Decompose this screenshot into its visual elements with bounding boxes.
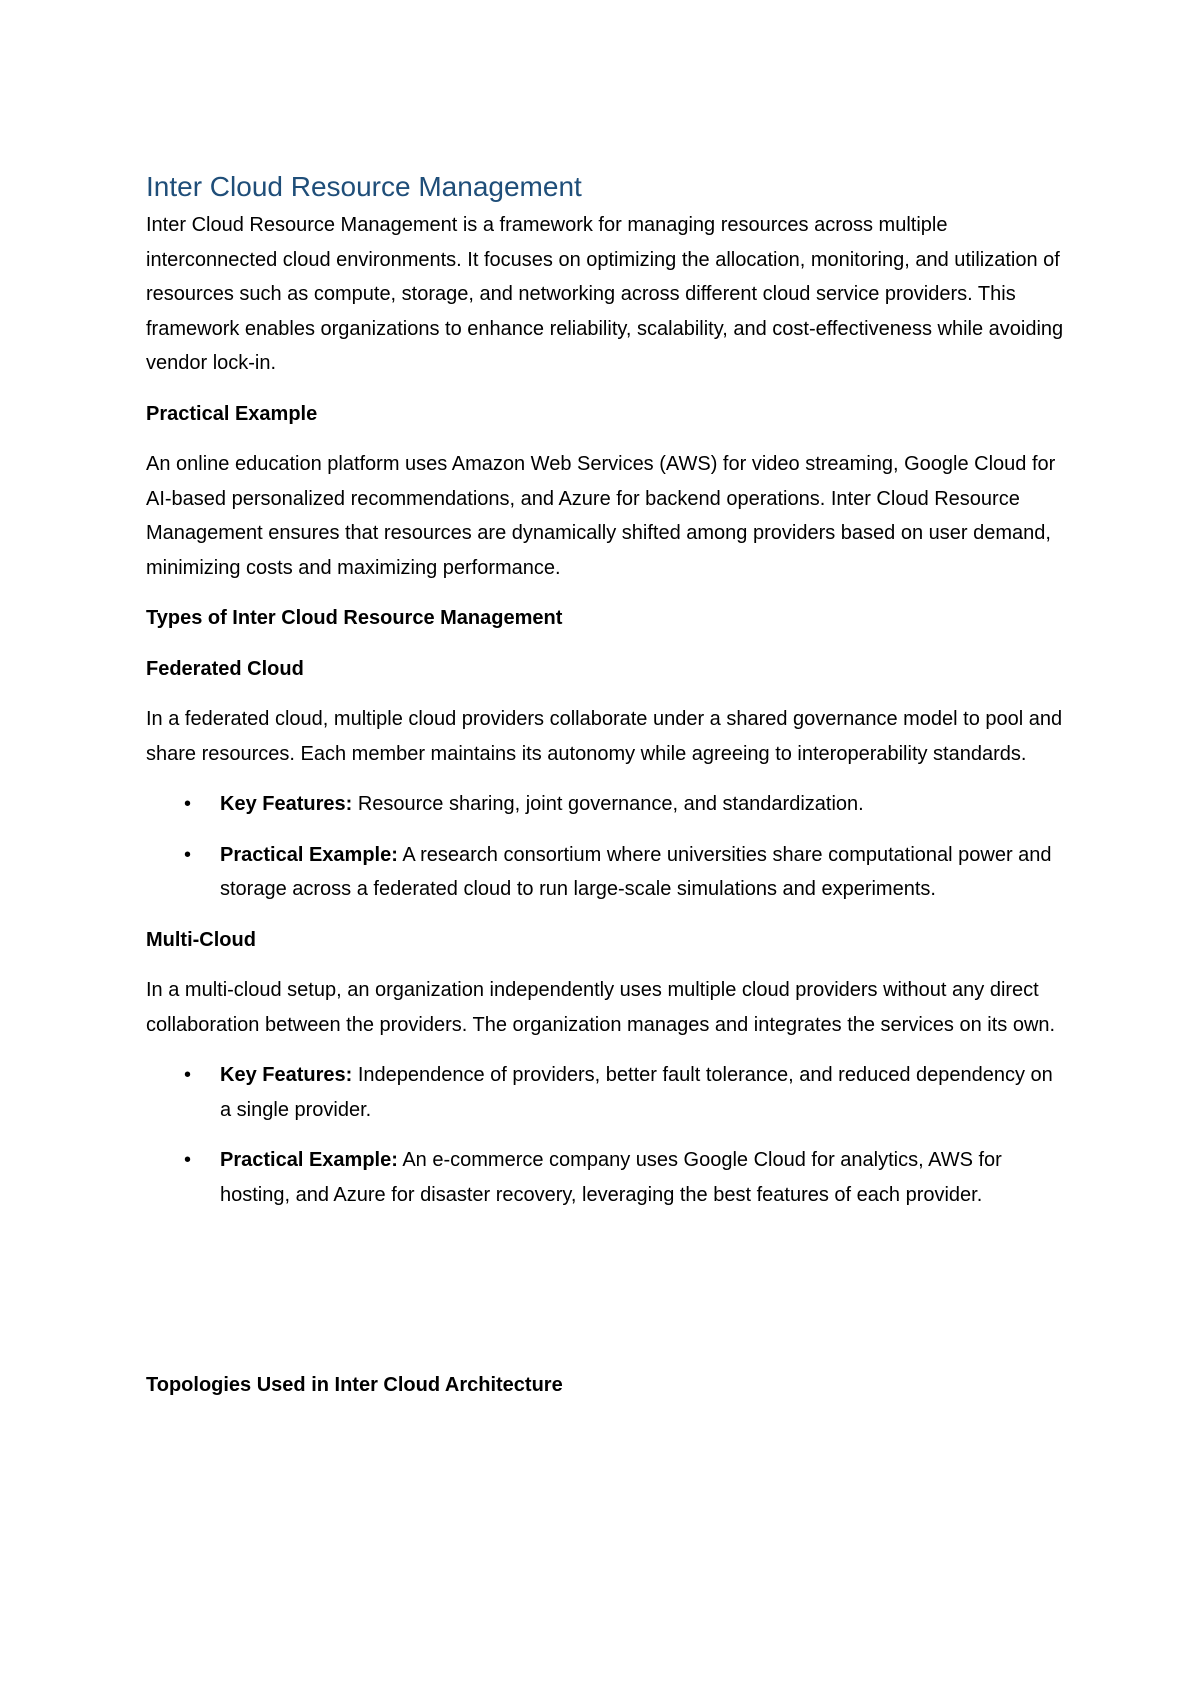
bullet-icon: • [184, 1149, 192, 1171]
list-item-text: Resource sharing, joint governance, and standardization. [352, 793, 864, 815]
intro-paragraph: Inter Cloud Resource Management is a framework for managing resources across multiple interconnected cloud environments. It focuses on optimizing the allocation, monitoring, and utilization of resources such as compute, storage, and networking across different cloud service providers. This framework enables organizations to enhance reliability, scalability, and cost-effectiveness while avoiding vendor lock-in. [146, 214, 1064, 374]
practical-example-heading: Practical Example [146, 402, 318, 425]
list-item-text: An e-commerce company uses Google Cloud for analytics, AWS for hosting, and Azure for disaster recovery, leveraging the best features of each provider. [220, 1149, 1002, 1206]
document-title: Inter Cloud Resource Management [146, 171, 582, 202]
list-item [184, 1143, 1066, 1212]
bullet-icon: • [184, 793, 192, 815]
bullet-icon: • [184, 843, 192, 866]
topologies-heading: Topologies Used in Inter Cloud Architecture [146, 1374, 563, 1396]
list-item [184, 787, 1066, 822]
list-item-text: A research consortium where universities share computational power and storage across a federated cloud to run large-scale simulations and experiments. [220, 843, 1052, 900]
federated-cloud-paragraph: In a federated cloud, multiple cloud providers collaborate under a shared governance model to pool and share resources. Each member maintains its autonomy while agreeing to interoperability standards. [146, 708, 1063, 765]
list-item-label: Key Features: [220, 1064, 353, 1086]
document-content [146, 170, 1066, 1419]
multi-cloud-paragraph: In a multi-cloud setup, an organization independently uses multiple cloud providers without any direct collaboration between the providers. The organization manages and integrates the services on its own. [146, 979, 1056, 1036]
bullet-icon: • [184, 1064, 192, 1086]
page-spacer [146, 1228, 1066, 1368]
list-item-label: Key Features: [220, 793, 353, 815]
federated-cloud-heading: Federated Cloud [146, 657, 304, 680]
list-item [184, 838, 1066, 907]
practical-example-paragraph: An online education platform uses Amazon Web Services (AWS) for video streaming, Google Cloud for AI-based personalized recommendations, and Azure for backend operations. Inter Cloud Resource Management ensures that resources are dynamically shifted among providers based on user demand, minimizing costs and maximizing performance. [146, 453, 1056, 579]
types-heading: Types of Inter Cloud Resource Management [146, 607, 563, 629]
list-item-label: Practical Example: [220, 1149, 398, 1171]
multi-cloud-heading: Multi-Cloud [146, 928, 256, 951]
multi-cloud-list [146, 1058, 1066, 1212]
list-item-label: Practical Example: [220, 843, 398, 866]
federated-cloud-list [146, 787, 1066, 907]
list-item-text: Independence of providers, better fault tolerance, and reduced dependency on a single provider. [220, 1064, 1053, 1121]
list-item [184, 1058, 1066, 1127]
